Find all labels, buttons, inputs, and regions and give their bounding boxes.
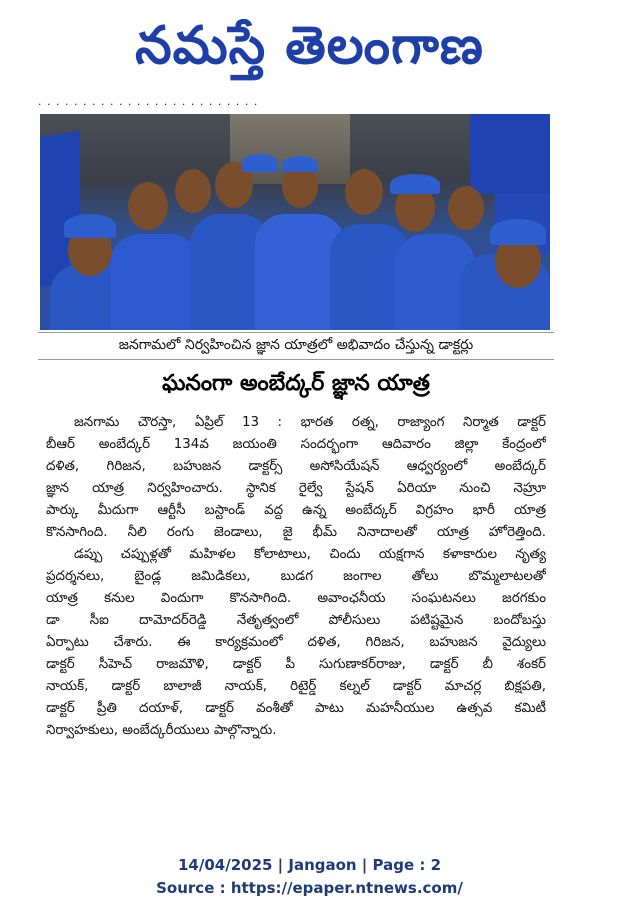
article-line: పార్కు మీదుగా ఆర్టీసీ బస్టాండ్ వద్ద ఉన్న అంబేద్కర్ విగ్రహం భారీ యాత్ర — [46, 503, 546, 518]
article-line: డప్పు చప్పుళ్లతో మహిళల కోలాటాలు, చిందు యక్షగాన కళాకారుల నృత్య — [74, 547, 546, 562]
article-line: డా సీఐ దామోదర్‌రెడ్డి నేతృత్వంలో పోలీసులు పటిష్టమైన బందోబస్తు — [46, 613, 546, 628]
news-clipping — [38, 96, 554, 829]
article-line: బీఆర్ అంబేద్కర్ 134వ జయంతి సందర్భంగా ఆదివారం జిల్లా కేంద్రంలో — [46, 437, 546, 452]
article-line: జ్ఞాన యాత్ర నిర్వహించారు. స్థానిక రైల్వే స్టేషన్ ఏరియా నుంచి నెహ్రూ — [46, 481, 546, 496]
article-line: దళిత, గిరిజన, బహుజన డాక్టర్స్ అసోసియేషన్ ఆధ్వర్యంలో అంబేద్కర్ — [46, 459, 546, 474]
article-line: ప్రదర్శనలు, బైండ్ల జమిడికలు, బుడగ జంగాల తోలు బొమ్మలాటలతో — [46, 569, 546, 584]
article-line: డాక్టర్ సీహెచ్ రాజమౌళి, డాక్టర్ పీ సుగుణాకర్‌రాజు, డాక్టర్ బీ శంకర్ — [46, 657, 546, 672]
article-line: ఏర్పాటు చేశారు. ఈ కార్యక్రమంలో దళిత, గిరిజన, బహుజన వైద్యులు — [46, 635, 546, 650]
news-photo — [40, 114, 550, 330]
footer-source-link[interactable]: Source : https://epaper.ntnews.com/ — [156, 879, 463, 897]
article-line: యాత్ర కనుల విందుగా కొనసాగింది. అవాంఛనీయ సంఘటనలు జరగకుం — [46, 591, 546, 606]
masthead — [0, 10, 619, 82]
photo-caption: జనగామలో నిర్వహించిన జ్ఞాన యాత్రలో అభివాదం చేస్తున్న డాక్టర్లు — [38, 332, 554, 360]
article-line: డాక్టర్ ప్రీతి దయాళ్, డాక్టర్ వంశీతో పాటు మహనీయుల ఉత్సవ కమిటీ — [46, 701, 546, 716]
clipping-top-strip: . . . . . . . . . . . . . . . . . . . . . . . . . — [38, 96, 259, 108]
article-headline: ఘనంగా అంబేద్కర్ జ్ఞాన యాత్ర — [162, 371, 430, 396]
article-body — [46, 412, 546, 742]
article-line: నిర్వాహకులు, అంబేద్కరీయులు పాల్గొన్నారు. — [46, 723, 277, 738]
footer-date-line: 14/04/2025 | Jangaon | Page : 2 — [177, 856, 442, 874]
article-line: జనగామ చౌరస్తా, ఏప్రిల్ 13 : భారత రత్న, రాజ్యాంగ నిర్మాత డాక్టర్ — [74, 415, 546, 430]
newspaper-logo: నమస్తే తెలంగాణ — [135, 16, 484, 76]
article-line: కొనసాగింది. నీలి రంగు జెండాలు, జై భీమ్ నినాదాలతో యాత్ర హోరెత్తింది. — [46, 525, 546, 540]
article-line: నాయక్, డాక్టర్ బాలాజీ నాయక్, రిటైర్డ్ కల్నల్ డాక్టర్ మాచర్ల బిక్షపతి, — [46, 679, 546, 694]
